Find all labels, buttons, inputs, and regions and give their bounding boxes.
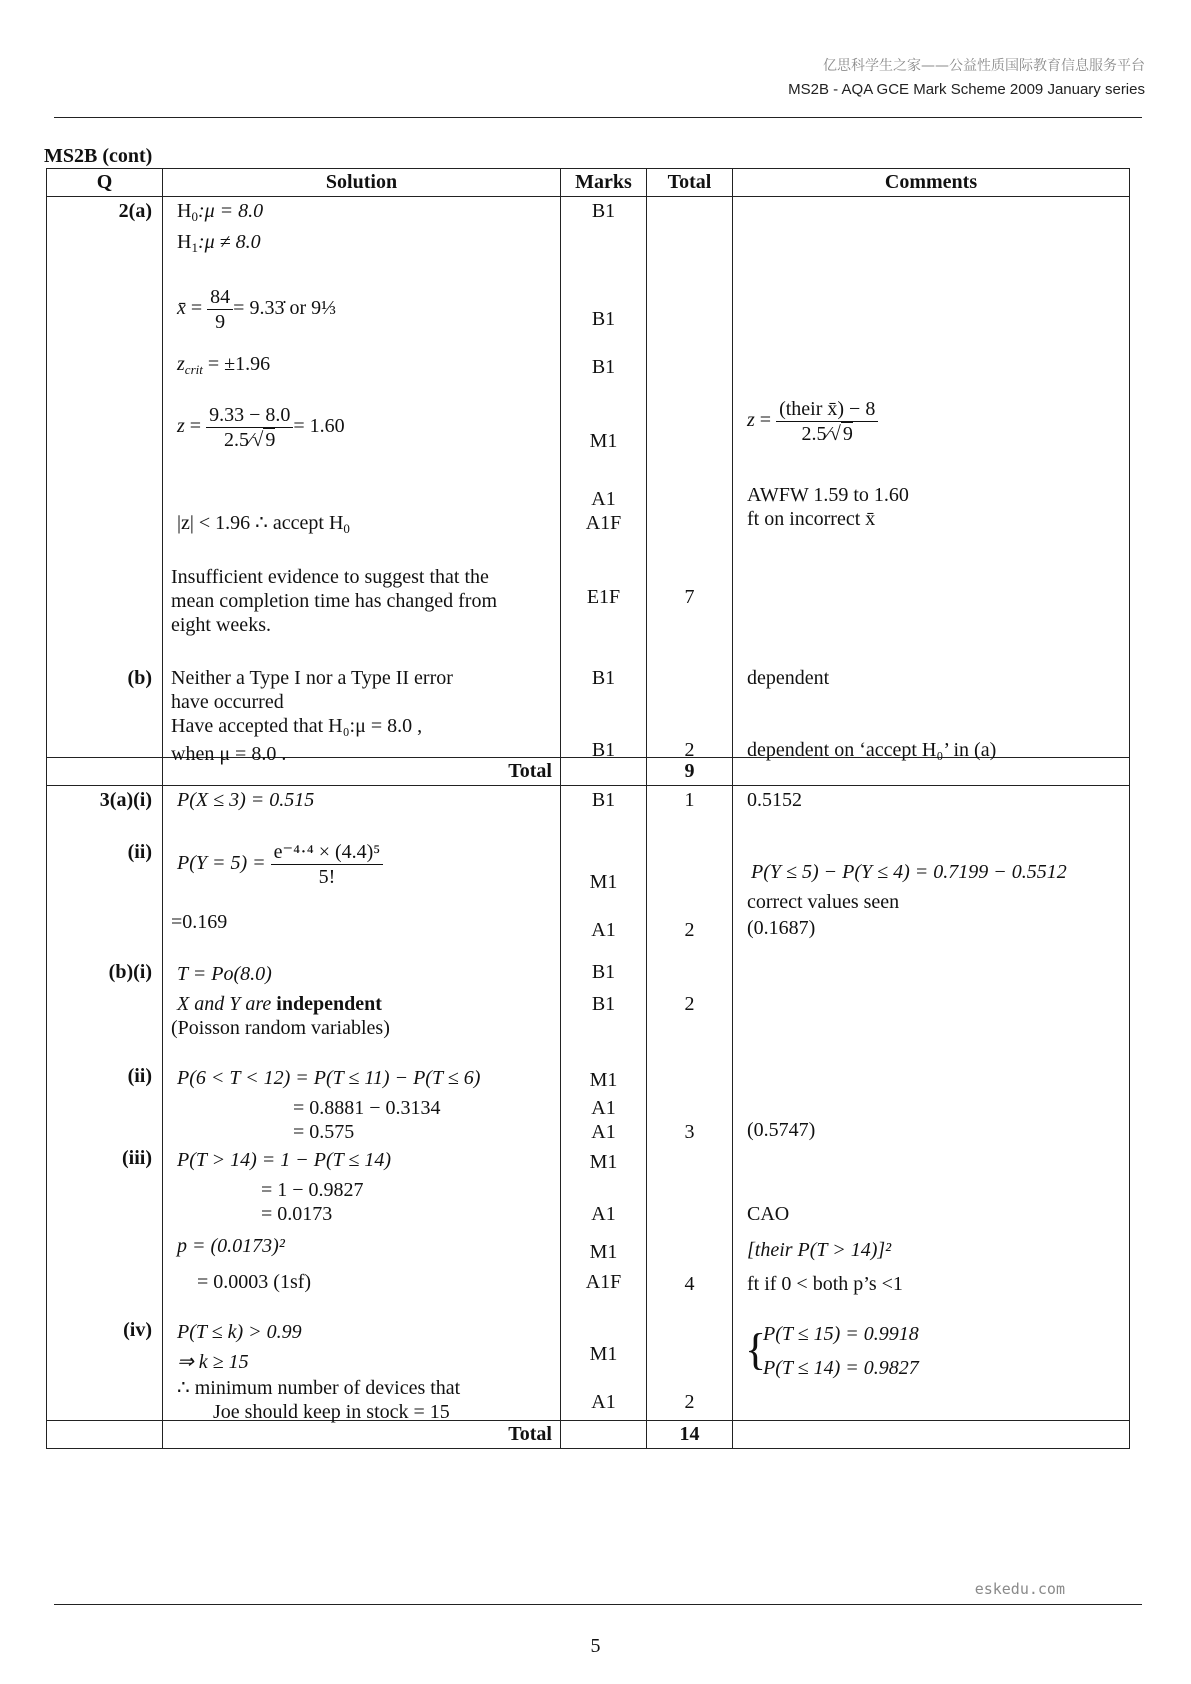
q3ai-comment: 0.5152 [747, 789, 802, 811]
q3-total: 4 [684, 1273, 695, 1295]
q2b-line-3: Have accepted that H₀:μ = 8.0 , [171, 715, 423, 737]
q2-conclusion-2: mean completion time has changed from [171, 590, 498, 612]
q2b-label: (b) [127, 667, 152, 689]
q3aii-label: (ii) [127, 841, 152, 863]
q3-mark: M1 [589, 1151, 618, 1173]
q3-mark: B1 [591, 961, 616, 983]
q3-mark: B1 [591, 993, 616, 1015]
q3-total: 3 [684, 1121, 695, 1143]
q3bi-label: (b)(i) [108, 961, 152, 983]
q3biii-label: (iii) [122, 1147, 152, 1169]
q3biii-line-1: P(T > 14) = 1 − P(T ≤ 14) [177, 1149, 392, 1171]
q3-total-row [47, 1421, 1130, 1449]
q3biii-line-4: p = (0.0173)² [177, 1235, 285, 1257]
q3biv-comment-2: P(T ≤ 14) = 0.9827 [763, 1357, 919, 1379]
q3biii-comment-1: CAO [747, 1203, 790, 1225]
page-number: 5 [590, 1635, 601, 1657]
footer-rule [54, 1604, 1142, 1605]
q3-mark: A1 [591, 1097, 616, 1119]
q2-mark: M1 [589, 430, 618, 452]
col-q: Q [47, 169, 163, 197]
q3-total: 2 [684, 1391, 695, 1413]
q2-h1: $H_1:\mu \ne 8.0$ [177, 231, 261, 255]
q3bii-line-2: = 0.8881 − 0.3134 [293, 1097, 441, 1119]
q3-row [47, 786, 1130, 1421]
q2-mark: A1F [585, 512, 622, 534]
q3aii-comment-2: correct values seen [747, 891, 900, 913]
q3-mark: M1 [589, 1241, 618, 1263]
q3biii-line-5: = 0.0003 (1sf) [197, 1271, 312, 1293]
q3-mark: A1 [591, 1391, 616, 1413]
q2-conclusion-1: Insufficient evidence to suggest that the [171, 566, 489, 588]
q3-mark: A1 [591, 919, 616, 941]
q2a-label: 2(a) [118, 200, 152, 222]
q3bi-poisson: (Poisson random variables) [171, 1017, 390, 1039]
q3-mark: M1 [589, 1343, 618, 1365]
table-header-row [47, 169, 1130, 197]
q3biii-comment-2: [their P(T > 14)]² [747, 1239, 892, 1261]
q2b-line-2: have occurred [171, 691, 284, 713]
q2-mark: B1 [591, 739, 616, 761]
q3ai-label: 3(a)(i) [99, 789, 152, 811]
q2-comment-z: z = $\frac{\text{(their x̄) − 8}}{2.5⁄√ 9}$ [747, 397, 878, 446]
q3ai-solution: P(X ≤ 3) = 0.515 [177, 789, 315, 811]
q2-conclusion-3: eight weeks. [171, 614, 271, 636]
q3biv-label: (iv) [123, 1319, 152, 1341]
q3biv-line-3: ∴ minimum number of devices that [177, 1377, 461, 1399]
q2a-total: 7 [684, 586, 695, 608]
q2-comment-dependent-a: dependent on ‘accept H₀’ in (a) [747, 739, 997, 761]
q2-mark: A1 [591, 488, 616, 510]
q2-mark: B1 [591, 308, 616, 330]
q3aii-comment-3: (0.1687) [747, 917, 816, 939]
q3-mark: A1 [591, 1121, 616, 1143]
q3aii-comment-1: P(Y ≤ 5) − P(Y ≤ 4) = 0.7199 − 0.5512 [751, 861, 1067, 883]
q3-mark: A1 [591, 1203, 616, 1225]
q3bii-line-1: P(6 < T < 12) = P(T ≤ 11) − P(T ≤ 6) [177, 1067, 481, 1089]
q3-total-label: Total [163, 1421, 561, 1449]
q2-total-label: Total [163, 758, 561, 786]
q3biv-line-1: P(T ≤ k) > 0.99 [177, 1321, 302, 1343]
q3-mark: A1F [585, 1271, 622, 1293]
q3-mark: M1 [589, 871, 618, 893]
q3-total-value: 14 [647, 1421, 733, 1449]
section-title: MS2B (cont) [44, 145, 153, 167]
q2-accept: |z| < 1.96 ∴ accept $H_0$ [177, 512, 350, 536]
brace-icon: { [745, 1325, 767, 1374]
q3aii-solution: P(Y = 5) = $\frac{\text{e⁻⁴·⁴ × (4.4)⁵}}{5!}$ [177, 840, 383, 889]
q3bii-comment: (0.5747) [747, 1119, 816, 1141]
q2-comment-dependent: dependent [747, 667, 830, 689]
q2b-line-4: when μ = 8.0 . [171, 743, 287, 765]
header-rule [54, 117, 1142, 118]
q2b-line-1: Neither a Type I nor a Type II error [171, 667, 453, 689]
q3-mark: B1 [591, 789, 616, 811]
col-comments: Comments [733, 169, 1130, 197]
q2-zstat: z = $\frac{9.33 - 8.0}{2.5⁄√ 9}$ = 1.60 [177, 404, 345, 451]
q3-total: 1 [684, 789, 695, 811]
q3-mark: M1 [589, 1069, 618, 1091]
q3-total: 2 [684, 993, 695, 1015]
q2-h0: $H_0:\mu = 8.0$ [177, 200, 264, 224]
q2-mark: B1 [591, 356, 616, 378]
q3-total: 2 [684, 919, 695, 941]
col-solution: Solution [163, 169, 561, 197]
q3biv-line-4: Joe should keep in stock = 15 [213, 1401, 450, 1423]
q3bi-independent: X and Y are independent [177, 993, 382, 1015]
q2-comment-ft: ft on incorrect x̄ [747, 508, 876, 530]
q3biv-comment-1: P(T ≤ 15) = 0.9918 [763, 1323, 919, 1345]
col-total: Total [647, 169, 733, 197]
q2b-total: 2 [684, 739, 695, 761]
header-watermark: 亿思科学生之家——公益性质国际教育信息服务平台 [823, 58, 1145, 74]
footer-site: eskedu.com [974, 1580, 1065, 1598]
q3biii-line-3: = 0.0173 [261, 1203, 333, 1225]
q2-total-value: 9 [647, 758, 733, 786]
q2-zcrit: $z_{crit} = \pm 1.96$ [177, 353, 271, 377]
q3bii-label: (ii) [127, 1065, 152, 1087]
q2-mark: B1 [591, 667, 616, 689]
page-header [788, 54, 1145, 102]
q3bii-line-3: = 0.575 [293, 1121, 355, 1143]
q3bi-solution: T = Po(8.0) [177, 963, 272, 985]
col-marks: Marks [561, 169, 647, 197]
mark-scheme-table [46, 168, 1130, 1449]
q3biii-comment-3: ft if 0 < both p’s <1 [747, 1273, 903, 1295]
q2-comment-awfw: AWFW 1.59 to 1.60 [747, 484, 909, 506]
q3biii-line-2: = 1 − 0.9827 [261, 1179, 364, 1201]
q2-row [47, 197, 1130, 758]
q2-mark: B1 [591, 200, 616, 222]
q2-xbar: x̄ = $\frac{84}{9}$ = 9.33̇ or 9⅓ [177, 286, 337, 333]
header-title: MS2B - AQA GCE Mark Scheme 2009 January series [788, 81, 1145, 98]
q2-mark: E1F [586, 586, 621, 608]
q3biv-line-2: ⇒ k ≥ 15 [177, 1351, 249, 1373]
q3aii-value: =0.169 [171, 911, 228, 933]
